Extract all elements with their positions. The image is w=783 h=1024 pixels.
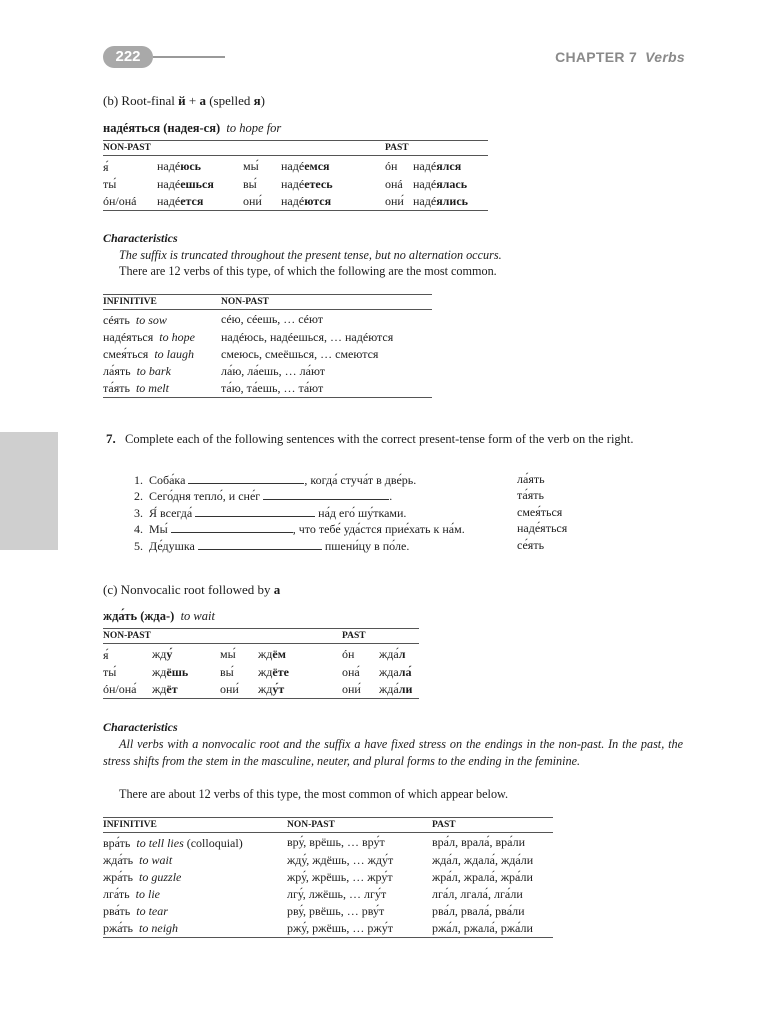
table-row: [103, 380, 432, 398]
col-past: PAST: [385, 141, 488, 156]
exercise-verb: ла́ять: [517, 472, 545, 486]
conjugation-table-c: [103, 628, 419, 699]
infinitive-cell: смея́ться to laugh: [103, 347, 194, 361]
pronoun: óн: [342, 646, 355, 661]
col-infinitive: INFINITIVE: [103, 295, 221, 310]
col-nonpast: NON-PAST: [103, 629, 342, 644]
form: жду́т: [258, 682, 285, 696]
past-cell: ржа́л, ржала́, ржа́ли: [432, 921, 533, 935]
nonpast-cell: жду́, ждёшь, … жду́т: [287, 853, 394, 867]
section-b-bold2: а: [199, 93, 206, 108]
pronoun: они́: [385, 194, 404, 208]
page-number-badge: 222: [103, 46, 153, 68]
table-row: [103, 903, 553, 920]
answer-blank[interactable]: [195, 505, 315, 517]
characteristics-b-line1: The suffix is truncated throughout the present tense, but no alternation occurs.: [119, 248, 502, 262]
exercise-verb: смея́ться: [517, 505, 563, 519]
table-row: [103, 363, 432, 380]
verb-b-gloss: to hope for: [226, 121, 282, 135]
form: надéетесь: [281, 177, 333, 191]
section-c-text: (c) Nonvocalic root followed by: [103, 582, 274, 597]
past-cell: жда́л, ждала́, жда́ли: [432, 853, 534, 867]
answer-blank[interactable]: [188, 472, 304, 484]
verb-c-gloss: to wait: [180, 609, 215, 623]
infinitive-cell: вра́ть to tell lies (colloquial): [103, 836, 243, 850]
characteristics-c-title: Characteristics: [103, 720, 178, 734]
past-cell: вра́л, врала́, вра́ли: [432, 835, 526, 849]
form: надéялся: [413, 158, 462, 173]
exercise-item: 5. Де́душка пшени́цу в по́ле.: [134, 539, 410, 553]
past-cell: рва́л, рвала́, рва́ли: [432, 904, 525, 918]
pronoun: они́: [220, 682, 239, 696]
infinitive-table-c: [103, 817, 553, 938]
section-b-post: ): [260, 93, 265, 108]
characteristics-b-title: Characteristics: [103, 231, 178, 245]
section-b-bold3: я: [253, 93, 261, 108]
verb-b-headline: [103, 121, 281, 136]
form: надéешься: [157, 177, 214, 191]
characteristics-c-para1: All verbs with a nonvocalic root and the suffix а have fixed stress on the endings in the non-past. In the past, the stress shifts from the stem in the masculine, neuter, and plural forms to the ending in the feminine.: [103, 737, 683, 768]
exercise-instruction: Complete each of the following sentences with the correct present-tense form of the verb on the right.: [125, 432, 634, 446]
nonpast-cell: жру́, жрёшь, … жру́т: [287, 870, 393, 884]
infinitive-cell: та́ять to melt: [103, 381, 169, 395]
nonpast-cell: ржу́, ржёшь, … ржу́т: [287, 921, 393, 935]
col-nonpast: NON-PAST: [221, 295, 432, 310]
chapter-label: CHAPTER 7: [555, 49, 638, 65]
pronoun: мы́: [243, 158, 259, 173]
infinitive-cell: ла́ять to bark: [103, 364, 171, 378]
answer-blank[interactable]: [171, 521, 293, 533]
form: надéется: [157, 194, 204, 208]
infinitive-cell: ржа́ть to neigh: [103, 921, 179, 935]
nonpast-cell: вру́, врёшь, … вру́т: [287, 835, 385, 849]
form: жда́л: [379, 646, 406, 661]
section-b-bold1: й: [178, 93, 186, 108]
form: ждёт: [152, 682, 178, 696]
conjugation-table-b: [103, 140, 488, 211]
table-row: [103, 852, 553, 869]
pronoun: мы́: [220, 646, 236, 661]
pronoun: вы́: [220, 665, 234, 679]
form: ждём: [258, 646, 286, 661]
exercise-item: 2. Сего́дня тепло́, и сне́г .: [134, 489, 393, 503]
nonpast-cell: надéюсь, надéешься, … надéются: [221, 330, 394, 344]
form: надéются: [281, 194, 332, 208]
col-infinitive: INFINITIVE: [103, 818, 287, 833]
pronoun: онá: [385, 177, 403, 191]
form: жда́ли: [379, 682, 413, 696]
section-b-plus: +: [185, 93, 200, 108]
infinitive-table-b: [103, 294, 432, 398]
form: ждёте: [258, 665, 289, 679]
table-row: [103, 193, 488, 211]
nonpast-cell: та́ю, та́ешь, … та́ют: [221, 381, 324, 395]
pronoun: она́: [342, 665, 360, 679]
nonpast-cell: лгу́, лжёшь, … лгу́т: [287, 887, 387, 901]
infinitive-cell: надéяться to hope: [103, 330, 195, 344]
form: надéемся: [281, 158, 330, 173]
answer-blank[interactable]: [198, 538, 322, 550]
characteristics-c-para2: There are about 12 verbs of this type, the most common of which appear below.: [119, 787, 509, 801]
table-row: [103, 664, 419, 681]
exercise-verb: та́ять: [517, 488, 544, 502]
table-row: [103, 310, 432, 330]
infinitive-cell: жда́ть to wait: [103, 853, 173, 867]
form: ждёшь: [152, 665, 189, 679]
exercise-item: 4. Мы́ , что тебе́ уда́стся прие́хать к на́м.: [134, 522, 465, 536]
header-rule: [153, 56, 225, 58]
pronoun: они́: [342, 682, 361, 696]
exercise-verb: наде́яться: [517, 521, 568, 535]
pronoun: вы́: [243, 177, 257, 191]
characteristics-b-line2: There are 12 verbs of this type, of which the following are the most common.: [119, 264, 497, 278]
exercise-verb: се́ять: [517, 538, 545, 552]
form: надéялись: [413, 194, 468, 208]
chapter-heading: [555, 49, 685, 65]
verb-c-headline: [103, 609, 215, 624]
form: надéюсь: [157, 158, 202, 173]
chapter-title: Verbs: [645, 49, 685, 65]
exercise-item: 1. Соба́ка , когда́ стуча́т в две́рь.: [134, 473, 417, 487]
pronoun: óн/она́: [103, 682, 137, 696]
side-thumb-tab: [0, 432, 58, 550]
pronoun: ты́: [103, 177, 117, 191]
nonpast-cell: смеюсь, смеёшься, … смеются: [221, 347, 379, 361]
exercise-item: 3. Я́ всегда́ на́д его́ шу́тками.: [134, 506, 407, 520]
table-row: [103, 869, 553, 886]
pronoun: они́: [243, 194, 262, 208]
section-b-heading: [103, 93, 265, 109]
form: надéялась: [413, 177, 468, 191]
nonpast-cell: ла́ю, ла́ешь, … ла́ют: [221, 364, 325, 378]
col-nonpast: NON-PAST: [103, 141, 385, 156]
table-row: [103, 681, 419, 699]
past-cell: лга́л, лгала́, лга́ли: [432, 887, 523, 901]
answer-blank[interactable]: [263, 488, 389, 500]
infinitive-cell: рва́ть to tear: [103, 904, 168, 918]
pronoun: óн/онá: [103, 194, 137, 208]
pronoun: óн: [385, 158, 398, 173]
verb-c-title: жда́ть (жда-): [103, 609, 175, 623]
nonpast-cell: сéю, сéешь, … сéют: [221, 312, 324, 326]
table-row: [103, 329, 432, 346]
section-c-bold: а: [273, 582, 281, 597]
form: жду́: [152, 646, 173, 661]
table-row: [103, 886, 553, 903]
table-row: [103, 176, 488, 193]
col-past: PAST: [432, 818, 553, 833]
pronoun: я́: [103, 648, 109, 662]
past-cell: жра́л, жрала́, жра́ли: [432, 870, 533, 884]
exercise-number: 7.: [106, 431, 116, 446]
infinitive-cell: жра́ть to guzzle: [103, 870, 182, 884]
section-b-text: (b) Root-final: [103, 93, 179, 108]
table-row: [103, 644, 419, 665]
section-b-mid: (spelled: [205, 93, 254, 108]
verb-b-title: надéяться (надея-ся): [103, 121, 221, 135]
col-past: PAST: [342, 629, 419, 644]
table-row: [103, 156, 488, 177]
table-row: [103, 920, 553, 938]
infinitive-cell: лга́ть to lie: [103, 887, 160, 901]
section-c-heading: [103, 582, 280, 598]
table-row: [103, 346, 432, 363]
col-nonpast: NON-PAST: [287, 818, 432, 833]
form: ждала́: [379, 665, 412, 679]
nonpast-cell: рву́, рвёшь, … рву́т: [287, 904, 385, 918]
infinitive-cell: сéять to sow: [103, 313, 167, 327]
table-row: [103, 833, 553, 853]
pronoun: я́: [103, 160, 109, 174]
pronoun: ты́: [103, 665, 117, 679]
